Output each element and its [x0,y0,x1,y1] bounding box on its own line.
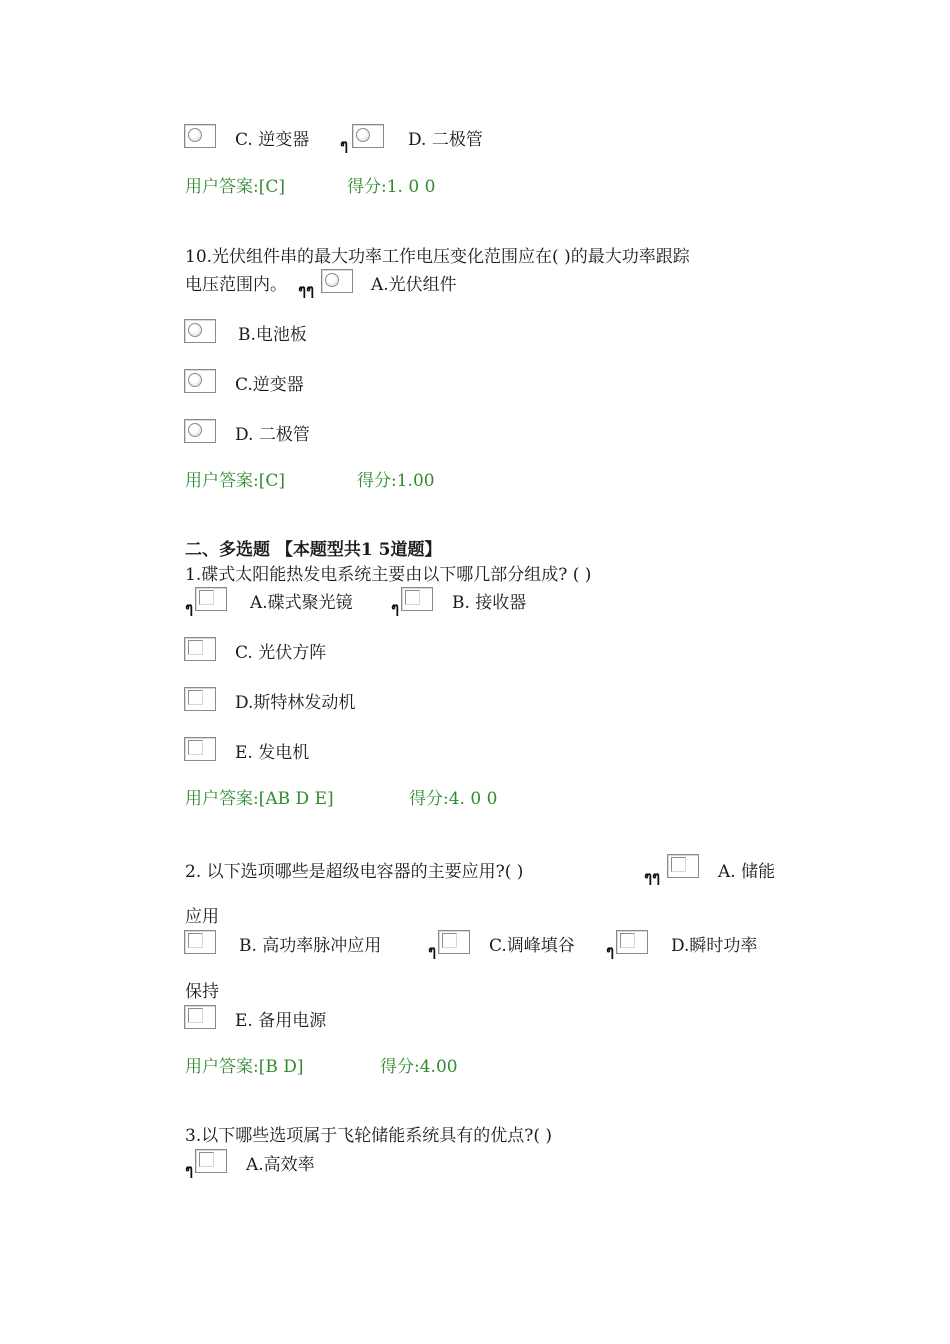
m2-options-row [0,934,950,958]
m3-stem-text: 3.以下哪些选项属于飞轮储能系统具有的优点?( ) [185,1126,553,1146]
m1-option-e-label: E. 发电机 [235,743,310,763]
m1-option-a-checkbox[interactable] [195,587,227,611]
m2-option-e-checkbox[interactable] [184,1005,216,1029]
q10-option-c-label: C.逆变器 [235,375,304,395]
q10-option-b-radio[interactable] [184,319,216,343]
m2-stem-row [0,860,950,884]
m1-option-b-checkbox[interactable] [401,587,433,611]
m2-option-b-label: B. 高功率脉冲应用 [239,936,382,956]
q10-option-b-row [0,323,950,347]
m1-option-c-checkbox[interactable] [184,637,216,661]
m1-options-row [0,591,950,615]
q10-stem-text: 10.光伏组件串的最大功率工作电压变化范围应在( )的最大功率跟踪 [185,247,690,267]
q9-option-c-radio[interactable] [184,124,216,148]
m1-option-c-label: C. 光伏方阵 [235,643,327,663]
m1-option-c-row [0,641,950,665]
q10-option-a-label: A.光伏组件 [371,275,457,295]
m3-option-a-checkbox[interactable] [195,1149,227,1173]
q10-option-a-radio[interactable] [321,269,353,293]
stray-glyph: ๆๆ [644,868,661,886]
q9-result-row [0,175,950,199]
m2-option-e-label: E. 备用电源 [235,1011,327,1031]
m2-option-a-wrap-row [0,905,950,929]
m1-stem-text: 1.碟式太阳能热发电系统主要由以下哪几部分组成? ( ) [185,565,592,585]
q10-score: 得分:1.00 [357,471,435,491]
section-title: 二、多选题 【本题型共1 5道题】 [185,540,442,560]
m2-option-d-wrap-row [0,980,950,1004]
m1-option-e-checkbox[interactable] [184,737,216,761]
q10-user-answer: 用户答案:[C] [185,471,285,491]
q10-option-d-radio[interactable] [184,419,216,443]
q10-stem-line2 [0,273,950,297]
q10-option-d-label: D. 二极管 [235,425,310,445]
m2-user-answer: 用户答案:[B D] [185,1057,304,1077]
q9-score: 得分:1. 0 0 [347,177,436,197]
m1-option-d-checkbox[interactable] [184,687,216,711]
m3-option-a-row [0,1153,950,1177]
q9-user-answer: 用户答案:[C] [185,177,285,197]
m2-result-row [0,1055,950,1079]
m1-option-d-label: D.斯特林发动机 [235,693,356,713]
section-heading [0,538,950,562]
m1-option-d-row [0,691,950,715]
q10-stem-line1 [0,245,950,269]
m1-result-row [0,787,950,811]
q9-option-c-label: C. 逆变器 [235,130,310,150]
m1-option-e-row [0,741,950,765]
stray-glyph: ๆ [606,942,615,960]
m2-option-d-label-wrap: 保持 [185,982,219,1002]
q9-option-d-label: D. 二极管 [408,130,483,150]
m1-option-a-label: A.碟式聚光镜 [250,593,353,613]
m2-option-c-checkbox[interactable] [438,930,470,954]
m2-score: 得分:4.00 [380,1057,458,1077]
m2-option-a-label: A. 储能 [718,862,776,882]
stray-glyph: ๆ [391,599,400,617]
q10-stem-text-2: 电压范围内。 [185,275,287,295]
m2-option-a-checkbox[interactable] [667,854,699,878]
m3-stem-row [0,1124,950,1148]
stray-glyph: ๆ [185,599,194,617]
m1-stem-row [0,563,950,587]
q10-option-d-row [0,423,950,447]
m1-score: 得分:4. 0 0 [409,789,498,809]
m2-stem-text: 2. 以下选项哪些是超级电容器的主要应用?( ) [185,862,524,882]
stray-glyph: ๆ [185,1161,194,1179]
q10-option-b-label: B.电池板 [238,325,307,345]
stray-glyph: ๆ [340,136,349,154]
q10-option-c-radio[interactable] [184,369,216,393]
m3-option-a-label: A.高效率 [246,1155,315,1175]
m2-option-d-label: D.瞬时功率 [671,936,758,956]
m2-option-e-row [0,1009,950,1033]
m2-option-c-label: C.调峰填谷 [489,936,575,956]
m2-option-d-checkbox[interactable] [616,930,648,954]
q9-options-row [0,128,950,152]
m1-option-b-label: B. 接收器 [452,593,527,613]
stray-glyph: ๆๆ [298,281,315,299]
m2-option-b-checkbox[interactable] [184,930,216,954]
m2-option-a-label-wrap: 应用 [185,907,219,927]
q10-result-row [0,469,950,493]
q10-option-c-row [0,373,950,397]
m1-user-answer: 用户答案:[AB D E] [185,789,334,809]
stray-glyph: ๆ [428,942,437,960]
q9-option-d-radio[interactable] [352,124,384,148]
